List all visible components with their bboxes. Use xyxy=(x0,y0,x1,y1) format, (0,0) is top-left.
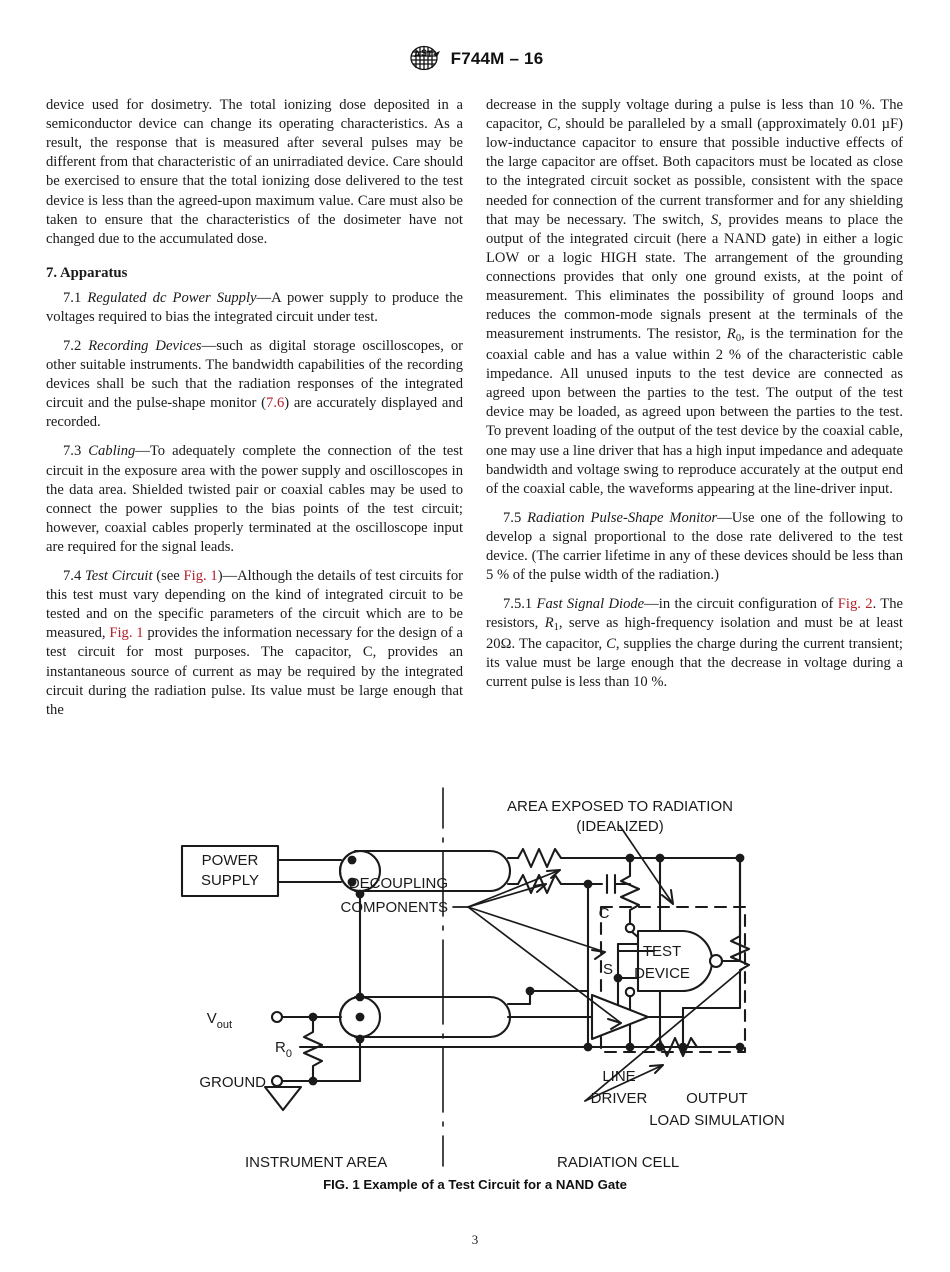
page-header xyxy=(0,44,950,74)
label-test-device-line1: TEST xyxy=(642,943,682,960)
clause-body: —such as digital storage oscilloscopes, or other suitable instruments. The bandwidth capabilities of the recording devices shall be such that the radiation responses of the integrated circuit and the pulse-shape monitor ( xyxy=(46,337,463,412)
label-instrument-area: INSTRUMENT AREA xyxy=(245,1154,388,1171)
astm-logo-icon xyxy=(407,44,441,74)
clause-number: 7.5 xyxy=(503,509,522,526)
label-output-load-line1: OUTPUT xyxy=(686,1090,748,1107)
cross-reference-link[interactable]: Fig. 1 xyxy=(183,568,218,585)
clause-number: 7.2 xyxy=(63,337,82,354)
clause-body: —To adequately complete the connection of the test circuit in the exposure area with the power supply and oscilloscopes in the data area. Shielded twisted pair or coaxial cables may be used to connect the power supplies to the bias points of the test circuit; however, coaxial cables properly terminated at the oscilloscope input are required for the signal leads. xyxy=(46,443,463,555)
paragraph-continuation: device used for dosimetry. The total ionizing dose deposited in a semiconductor device can change its operating characteristics. As a result, the response that is measured after several pulses may be different from that characteristic of an unirradiated device. Care should be exercised to ensure that the total ionizing dose delivered to the test device is less than the agreed-upon maximum value. Care must also be taken to ensure that the characteristics of the dosimeter have not changed due to the accumulated dose. xyxy=(46,97,463,247)
ground-terminal xyxy=(272,1076,282,1086)
clause-body-mid: )—Although the details of test circuits for this test must vary depending on the kind of integrated circuit to be tested and on the specific parameters of the circuit which are to be measured, xyxy=(46,568,464,642)
label-output-load-line2: LOAD SIMULATION xyxy=(649,1112,785,1129)
clause-body-pre: —in the circuit configuration of xyxy=(644,596,838,613)
figure-caption: FIG. 1 Example of a Test Circuit for a NAND Gate xyxy=(323,1177,627,1192)
clause-body-end: ) are accurately displayed and recorded. xyxy=(46,395,463,431)
clause-number: 7.5.1 xyxy=(503,596,533,613)
clause-title: Fast Signal Diode xyxy=(536,596,645,613)
cross-reference-link[interactable]: Fig. 2 xyxy=(837,596,873,613)
label-capacitor-c: C xyxy=(598,905,610,922)
label-switch-s: S xyxy=(602,961,614,978)
clause-7-1 xyxy=(46,289,463,327)
label-area-exposed-line1: AREA EXPOSED TO RADIATION xyxy=(507,798,733,815)
label-decoupling-line2: COMPONENTS xyxy=(340,899,448,916)
nand-gate-body xyxy=(638,931,712,991)
svg-text:S: S xyxy=(420,48,427,58)
switch-common-contact xyxy=(626,924,634,932)
cross-reference-link[interactable]: Fig. 1 xyxy=(109,625,144,642)
left-text-column xyxy=(46,96,463,720)
clause-title: Radiation Pulse-Shape Monitor xyxy=(527,509,718,526)
label-power-supply-line1: POWER xyxy=(201,852,259,869)
circuit-diagram xyxy=(0,776,950,1176)
label-r0: $R_0$ xyxy=(275,1039,292,1060)
label-test-device-line2: DEVICE xyxy=(634,965,690,982)
termination-resistor-r0 xyxy=(304,1017,322,1081)
label-power-supply-line2: SUPPLY xyxy=(200,872,260,889)
pullup-resistor xyxy=(621,858,639,924)
clause-body-end: provides the information necessary for the design of a test circuit for most purposes. The capacitor, C, provides an instantaneous source of current as may be required by the integrated circuit during the radiation pulse. Its value must be large enough that the xyxy=(46,625,463,718)
svg-text:A: A xyxy=(413,49,421,59)
clause-7-5 xyxy=(486,509,903,585)
clause-body-pre: (see xyxy=(152,568,184,585)
switch-throw-low xyxy=(626,988,634,996)
cross-reference-link[interactable]: 7.6 xyxy=(266,395,285,412)
vout-terminal xyxy=(272,1012,282,1022)
earth-ground-symbol xyxy=(265,1087,301,1110)
clause-7-2 xyxy=(46,337,463,433)
label-vout: $V_{out}$ xyxy=(206,1010,232,1031)
clause-title: Cabling xyxy=(88,443,136,460)
page-number: 3 xyxy=(471,1232,479,1247)
decoupling-resistor-1 xyxy=(518,849,566,867)
label-radiation-cell: RADIATION CELL xyxy=(557,1154,680,1171)
label-area-exposed-line2: (IDEALIZED) xyxy=(576,818,664,835)
label-line-driver-line1: LINE xyxy=(602,1068,636,1085)
clause-number: 7.3 xyxy=(63,443,82,460)
clause-7-5-1: 7.5.1 Fast Signal Diode—in the circuit configuration of Fig. 2. The resistors, $R_1$, serve as high-frequency isolation and must be at least 20Ω. The capacitor, C, supplies the charge during the current transient; its value must be large enough that the decrease in voltage during a current pulse is less than 10 %. xyxy=(486,596,903,691)
clause-number: 7.1 xyxy=(63,289,82,306)
label-line-driver-line2: DRIVER xyxy=(590,1090,648,1107)
label-decoupling-line1: DECOUPLING xyxy=(348,875,448,892)
label-ground: GROUND xyxy=(199,1074,266,1091)
clause-title: Recording Devices xyxy=(88,337,202,354)
figure-1-test-circuit xyxy=(0,776,950,1176)
clause-number: 7.4 xyxy=(63,568,82,585)
clause-title: Test Circuit xyxy=(85,568,153,585)
clause-7-4 xyxy=(46,567,463,720)
line-driver-triangle xyxy=(592,995,648,1039)
right-text-column xyxy=(486,96,903,692)
paragraph-continuation-right: decrease in the supply voltage during a pulse is less than 10 %. The capacitor, C, should be paralleled by a small (approximately 0.01 µF) low-inductance capacitor to ensure that possible inductive effects of the large capacitor are offset. Both capacitors must be located as close to the integrated circuit socket as possible, consistent with the space needed for connection of the current transformer and for any shielding that may be necessary. The switch, S, provides means to place the output of the integrated circuit (here a NAND gate) in either a logic LOW or a logic HIGH state. The arrangement of the grounding connections provides that only one ground exists, at the point of measurement. This eliminates the possibility of ground loops and reduces the common-mode signals present at the terminals of the measurement instruments. The resistor, $R_0$, is the termination for the coaxial cable and has a value within 2 % of the characteristic cable impedance. All unused inputs to the test device are connected as agreed upon between the parties to the test. The output of the test device may be loaded, as agreed upon between the parties to the test. To prevent loading of the output of the test device by the coaxial cable, one may use a line driver that has a high input impedance and adequate bandwidth and voltage swing to reproduce accurately at the output end of the coaxial cable, the waveforms appearing at the line-driver input. xyxy=(486,97,903,497)
clause-title: Regulated dc Power Supply xyxy=(87,289,257,306)
coax-cable-lower xyxy=(340,997,510,1037)
document-designation: F744M – 16 xyxy=(450,49,544,68)
clause-body: —Use one of the following to develop a signal proportional to the dose rate delivered to the test device. (The carrier lifetime in any of these devices should be less than 5 % of the pulse width of the radiation.) xyxy=(486,509,903,584)
clause-7-3 xyxy=(46,442,463,557)
svg-text:T: T xyxy=(426,49,433,59)
clause-body: —A power supply to produce the voltages required to bias the integrated circuit under test. xyxy=(46,289,463,325)
nand-gate-bubble xyxy=(710,955,722,967)
section-heading-apparatus: 7. Apparatus xyxy=(46,264,128,281)
